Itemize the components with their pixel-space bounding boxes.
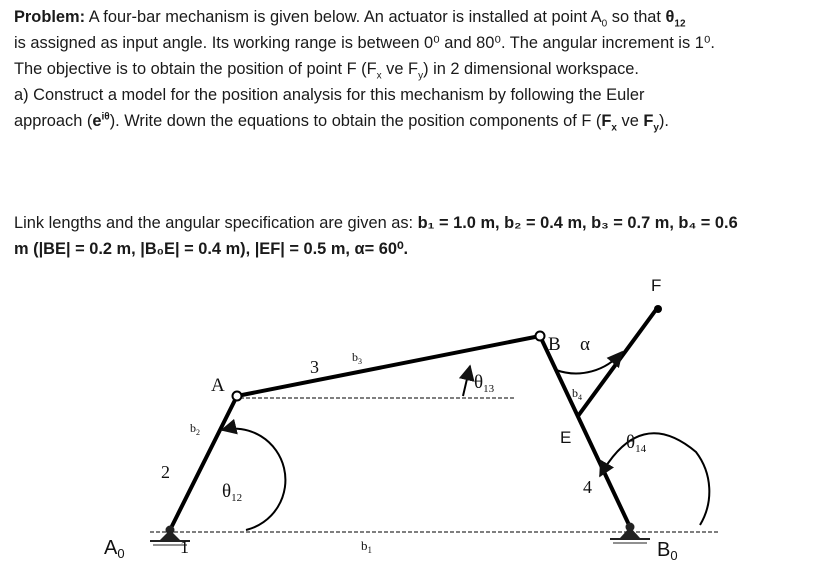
joint-b xyxy=(536,332,545,341)
problem-line1: A four-bar mechanism is given below. An actuator is installed at point A xyxy=(88,8,602,26)
label-a: A xyxy=(211,375,225,396)
theta12-subscript: 12 xyxy=(674,18,686,30)
fx-subscript: x xyxy=(376,70,382,82)
label-b2: $b_2$ xyxy=(190,421,200,437)
specs-b-values: b₁ = 1.0 m, b₂ = 0.4 m, b₃ = 0.7 m, b₄ = 0.6 xyxy=(417,214,738,232)
ve2-text: ve xyxy=(616,112,644,130)
label-link-4: 4 xyxy=(583,477,592,497)
theta13-arrow xyxy=(463,366,470,396)
theta12-arc xyxy=(222,429,285,530)
label-f: F xyxy=(651,276,662,295)
problem-line5a: approach ( xyxy=(14,112,93,130)
specs-line2: m (|BE| = 0.2 m, |B₀E| = 0.4 m), |EF| = 0.5 m, α= 60⁰. xyxy=(14,240,409,258)
problem-label: Problem: xyxy=(14,8,86,26)
fx-symbol-sub: x xyxy=(611,122,617,134)
label-b4: $b_4$ xyxy=(572,386,582,402)
joint-a xyxy=(233,392,242,401)
problem-line3-end: ) in 2 dimensional workspace. xyxy=(423,60,639,78)
label-alpha: α xyxy=(580,334,590,355)
label-b1: $b_1$ xyxy=(361,538,372,555)
label-link-2: 2 xyxy=(161,462,170,482)
fy-symbol: F xyxy=(643,112,654,130)
link-ef xyxy=(578,307,658,416)
label-theta13: $\theta_{13}$ xyxy=(474,372,495,395)
euler-e: e xyxy=(92,112,102,130)
euler-superscript: iθ xyxy=(101,111,110,123)
theta12-symbol: θ xyxy=(665,8,675,26)
problem-line5b: ). Write down the equations to obtain the position components of F ( xyxy=(109,112,602,130)
problem-line5c: ). xyxy=(658,112,669,130)
theta14-arc xyxy=(600,433,709,525)
link-3 xyxy=(237,336,540,396)
label-e: E xyxy=(560,428,572,447)
fx-symbol: F xyxy=(601,112,612,130)
label-b0: $B_0$ xyxy=(657,539,678,563)
link-2 xyxy=(170,396,237,530)
label-link-3: 3 xyxy=(310,357,319,377)
problem-line2: is assigned as input angle. Its working range is between 0⁰ and 80⁰. The angular increment is 1⁰. xyxy=(14,34,715,52)
problem-line3: The objective is to obtain the position of point F (F xyxy=(14,60,377,78)
problem-line1-mid: so that xyxy=(607,8,666,26)
label-b: B xyxy=(548,334,561,355)
label-theta12: $\theta_{12}$ xyxy=(222,481,243,504)
problem-line4: a) Construct a model for the position analysis for this mechanism by following the Euler xyxy=(14,86,645,104)
fy-symbol-sub: y xyxy=(653,122,659,134)
label-b3: $b_3$ xyxy=(352,350,362,366)
specs-line1: Link lengths and the angular specification are given as: xyxy=(14,214,418,232)
a0-subscript: 0 xyxy=(601,18,608,30)
ground-pivot-b0 xyxy=(610,523,650,544)
label-a0: $A_0$ xyxy=(104,537,125,561)
joint-f xyxy=(654,305,662,313)
fy-subscript: y xyxy=(418,70,424,82)
ve-text: ve F xyxy=(381,60,419,78)
label-link-1: 1 xyxy=(180,537,189,557)
label-theta14: $\theta_{14}$ xyxy=(626,432,647,455)
